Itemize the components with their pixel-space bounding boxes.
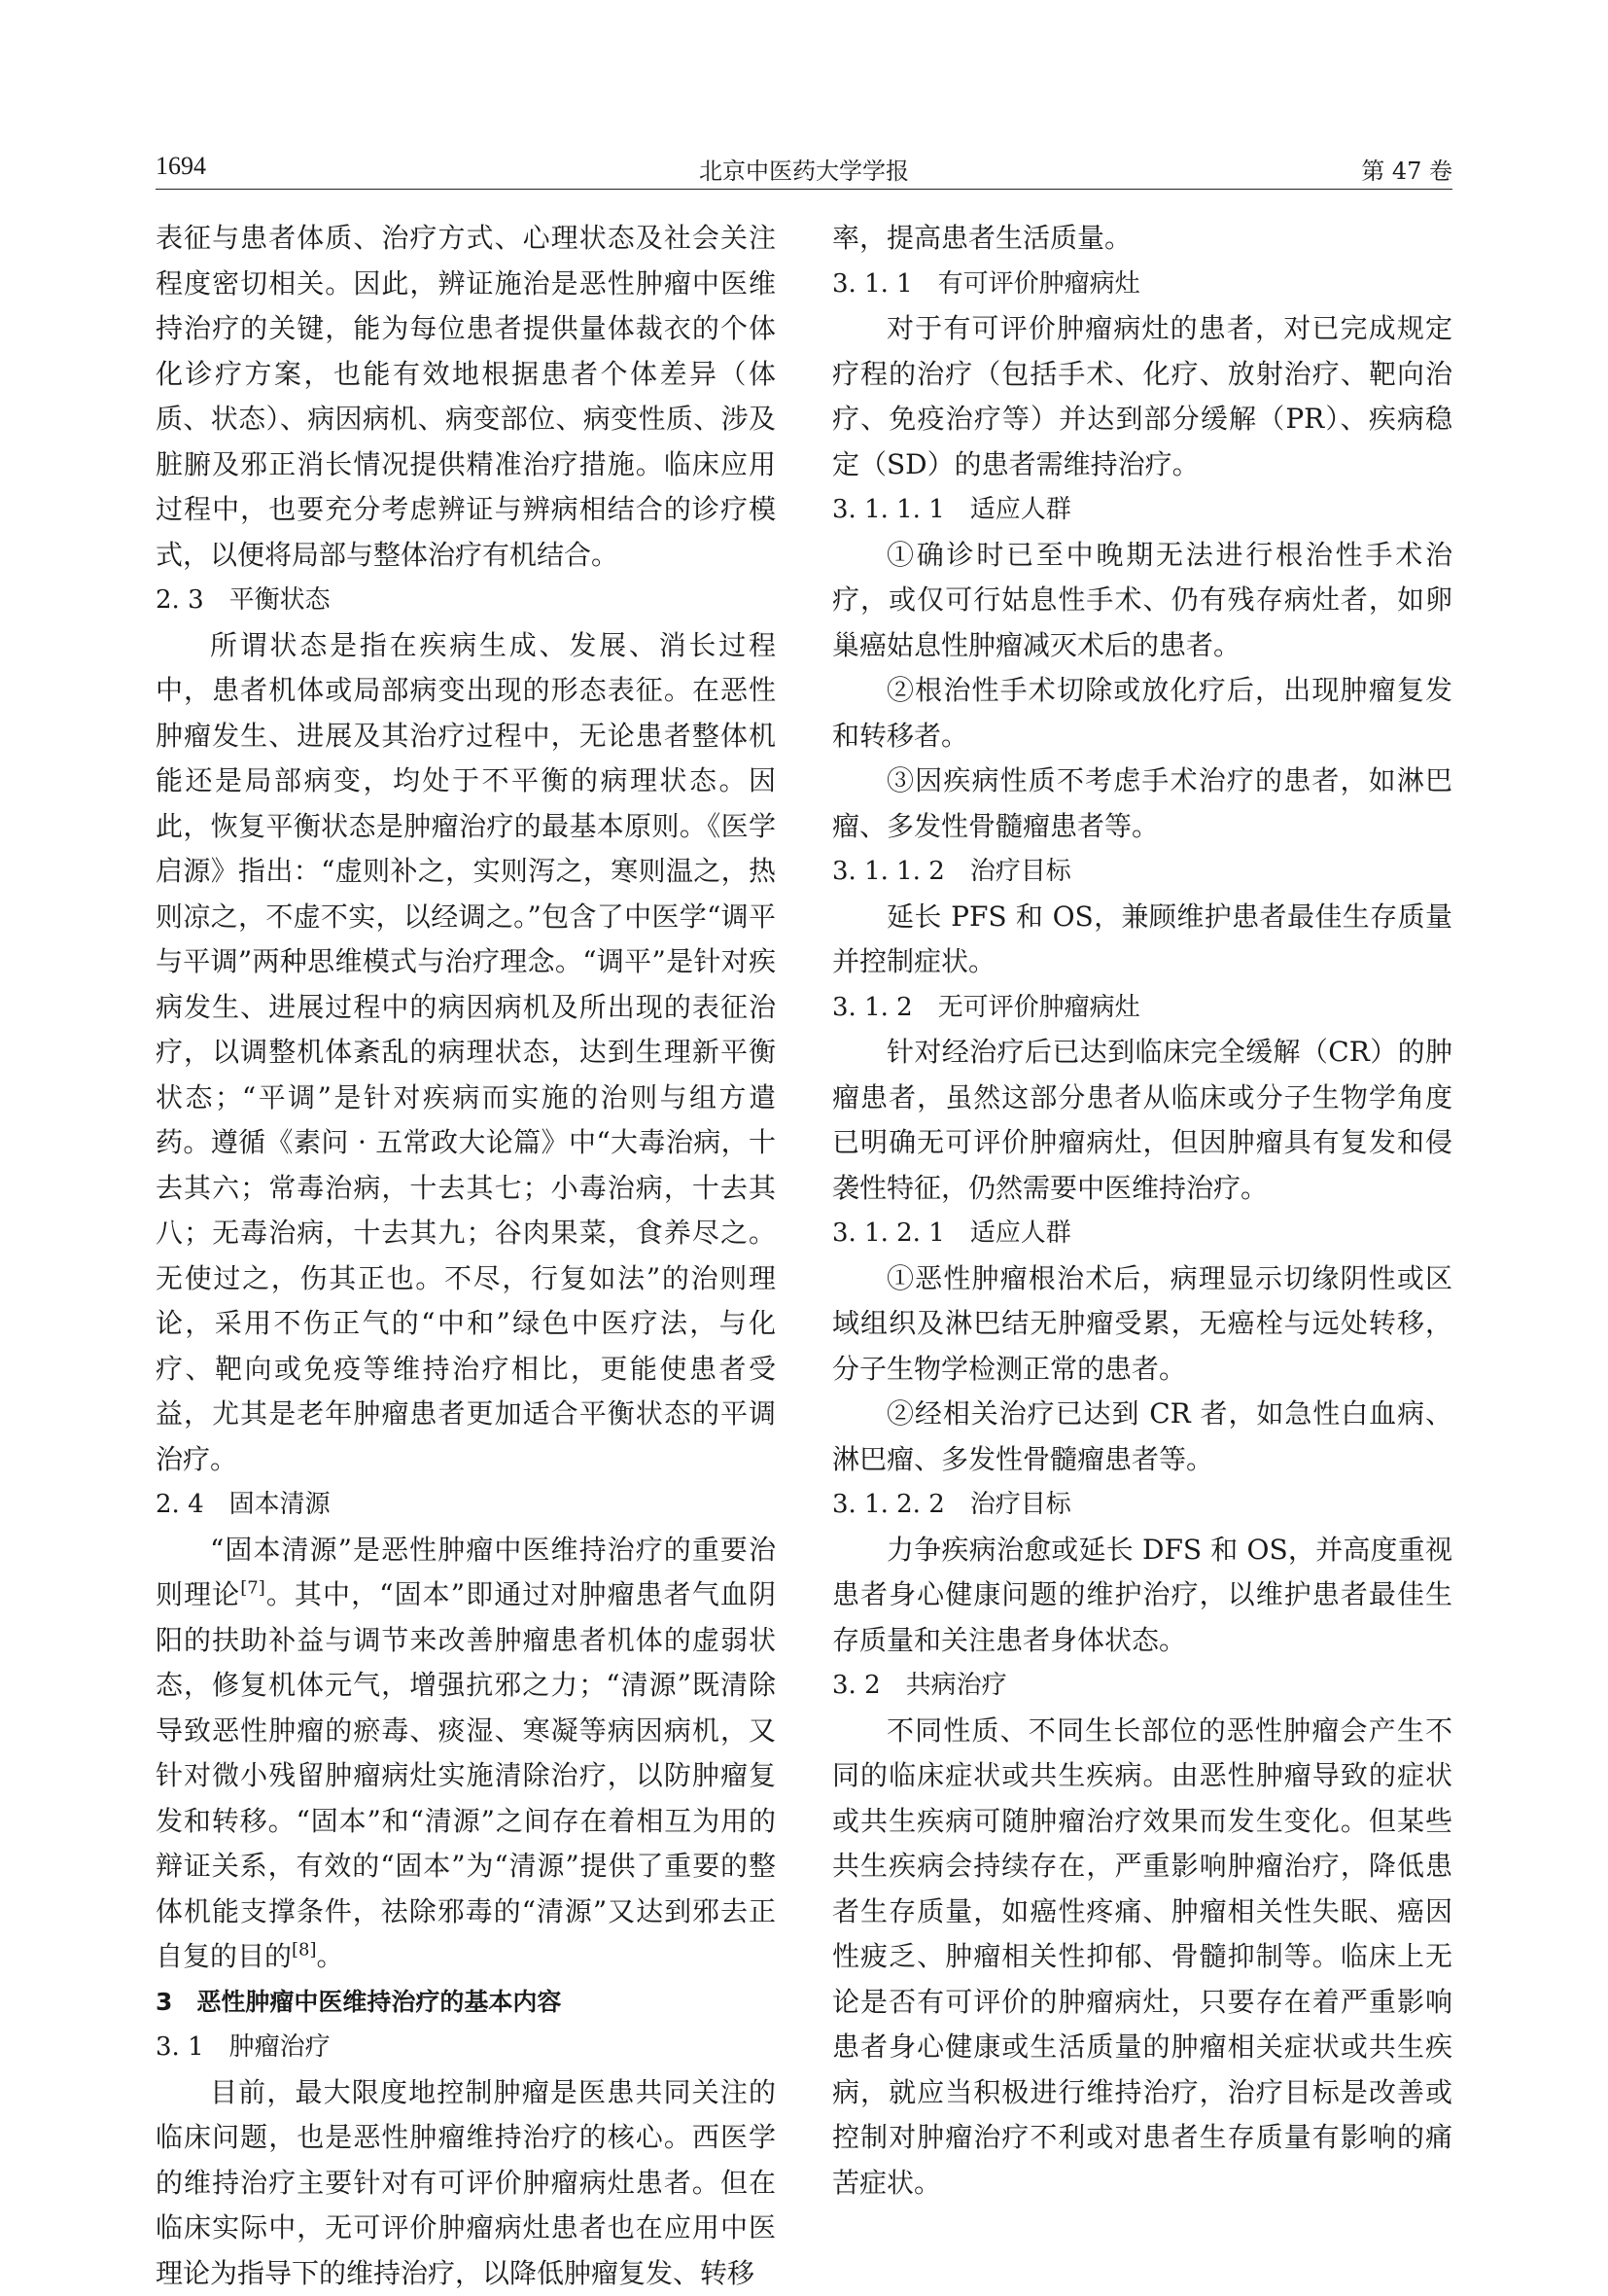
paragraph: 针对经治疗后已达到临床完全缓解（CR）的肿瘤患者，虽然这部分患者从临床或分子生物学角度已明确无可评价肿瘤病灶，但因肿瘤具有复发和侵袭性特征，仍然需要中医维持治疗。 bbox=[832, 1030, 1452, 1211]
paragraph-text: 。其中，“固本”即通过对肿瘤患者气血阴阳的扶助补益与调节来改善肿瘤患者机体的虚弱状态，修复机体元气，增强抗邪之力；“清源”既清除导致恶性肿瘤的瘀毒、痰湿、寒凝等病因病机，又针对微小残留肿瘤病灶实施清除治疗，以防肿瘤复发和转移。“固本”和“清源”之间存在着相互为用的辩证关系，有效的“固本”为“清源”提供了重要的整体机能支撑条件，祛除邪毒的“清源”又达到邪去正自复的目的 bbox=[156, 1578, 776, 1972]
section-heading-2-4: 2. 4 固本清源 bbox=[156, 1482, 776, 1528]
section-heading-3: 3 恶性肿瘤中医维持治疗的基本内容 bbox=[156, 1980, 776, 2026]
paragraph: ②根治性手术切除或放化疗后，出现肿瘤复发和转移者。 bbox=[832, 668, 1452, 759]
section-heading-2-3: 2. 3 平衡状态 bbox=[156, 578, 776, 623]
paragraph: 率，提高患者生活质量。 bbox=[832, 216, 1452, 262]
section-heading-3-1: 3. 1 肿瘤治疗 bbox=[156, 2025, 776, 2070]
section-heading-3-1-1-1: 3. 1. 1. 1 适应人群 bbox=[832, 487, 1452, 533]
paragraph: ①恶性肿瘤根治术后，病理显示切缘阴性或区域组织及淋巴结无肿瘤受累，无癌栓与远处转移，分子生物学检测正常的患者。 bbox=[832, 1256, 1452, 1393]
paragraph-with-citations bbox=[156, 1528, 776, 1980]
paragraph: ③因疾病性质不考虑手术治疗的患者，如淋巴瘤、多发性骨髓瘤患者等。 bbox=[832, 759, 1452, 849]
paragraph: 力争疾病治愈或延长 DFS 和 OS，并高度重视患者身心健康问题的维护治疗，以维护患者最佳生存质量和关注患者身体状态。 bbox=[832, 1528, 1452, 1664]
volume-label: 第 47 卷 bbox=[1361, 152, 1452, 186]
section-heading-3-1-1-2: 3. 1. 1. 2 治疗目标 bbox=[832, 849, 1452, 895]
paragraph-text: 。 bbox=[317, 1940, 344, 1972]
paragraph: 所谓状态是指在疾病生成、发展、消长过程中，患者机体或局部病变出现的形态表征。在恶性肿瘤发生、进展及其治疗过程中，无论患者整体机能还是局部病变，均处于不平衡的病理状态。因此，恢复平衡状态是肿瘤治疗的最基本原则。《医学启源》指出：“虚则补之，实则泻之，寒则温之，热则凉之，不虚不实，以经调之。”包含了中医学“调平与平调”两种思维模式与治疗理念。“调平”是针对疾病发生、进展过程中的病因病机及所出现的表征治疗，以调整机体紊乱的病理状态，达到生理新平衡状态；“平调”是针对疾病而实施的治则与组方遣药。遵循《素问 · 五常政大论篇》中“大毒治病，十去其六；常毒治病，十去其七；小毒治病，十去其八；无毒治病，十去其九；谷肉果菜，食养尽之。无使过之，伤其正也。不尽，行复如法”的治则理论，采用不伤正气的“中和”绿色中医疗法，与化疗、靶向或免疫等维持治疗相比，更能使患者受益，尤其是老年肿瘤患者更加适合平衡状态的平调治疗。 bbox=[156, 623, 776, 1483]
paragraph: 表征与患者体质、治疗方式、心理状态及社会关注程度密切相关。因此，辨证施治是恶性肿瘤中医维持治疗的关键，能为每位患者提供量体裁衣的个体化诊疗方案，也能有效地根据患者个体差异（体质、状态）、病因病机、病变部位、病变性质、涉及脏腑及邪正消长情况提供精准治疗措施。临床应用过程中，也要充分考虑辨证与辨病相结合的诊疗模式，以便将局部与整体治疗有机结合。 bbox=[156, 216, 776, 578]
section-heading-3-1-1: 3. 1. 1 有可评价肿瘤病灶 bbox=[832, 262, 1452, 307]
journal-title: 北京中医药大学学报 bbox=[156, 152, 1452, 186]
paragraph: 不同性质、不同生长部位的恶性肿瘤会产生不同的临床症状或共生疾病。由恶性肿瘤导致的症状或共生疾病可随肿瘤治疗效果而发生变化。但某些共生疾病会持续存在，严重影响肿瘤治疗，降低患者生存质量，如癌性疼痛、肿瘤相关性失眠、癌因性疲乏、肿瘤相关性抑郁、骨髓抑制等。临床上无论是否有可评价的肿瘤病灶，只要存在着严重影响患者身心健康或生活质量的肿瘤相关症状或共生疾病，就应当积极进行维持治疗，治疗目标是改善或控制对肿瘤治疗不利或对患者生存质量有影响的痛苦症状。 bbox=[832, 1709, 1452, 2207]
section-heading-3-2: 3. 2 共病治疗 bbox=[832, 1663, 1452, 1709]
page-number: 1694 bbox=[156, 152, 206, 181]
paragraph: 目前，最大限度地控制肿瘤是医患共同关注的临床问题，也是恶性肿瘤维持治疗的核心。西医学的维持治疗主要针对有可评价肿瘤病灶患者。但在临床实际中，无可评价肿瘤病灶患者也在应用中医理论为指导下的维持治疗，以降低肿瘤复发、转移 bbox=[156, 2070, 776, 2296]
section-heading-3-1-2-1: 3. 1. 2. 1 适应人群 bbox=[832, 1211, 1452, 1256]
paragraph: ②经相关治疗已达到 CR 者，如急性白血病、淋巴瘤、多发性骨髓瘤患者等。 bbox=[832, 1392, 1452, 1482]
paragraph: 延长 PFS 和 OS，兼顾维护患者最佳生存质量并控制症状。 bbox=[832, 895, 1452, 985]
citation-8: [8] bbox=[292, 1940, 317, 1960]
running-header bbox=[156, 146, 1452, 190]
right-column bbox=[832, 216, 1452, 2206]
citation-7: [7] bbox=[240, 1578, 265, 1599]
paragraph-text: “固本清源”是恶性肿瘤中医维持治疗的重要治则理论 bbox=[156, 1534, 776, 1611]
left-column bbox=[156, 216, 776, 2296]
paragraph: 对于有可评价肿瘤病灶的患者，对已完成规定疗程的治疗（包括手术、化疗、放射治疗、靶向治疗、免疫治疗等）并达到部分缓解（PR）、疾病稳定（SD）的患者需维持治疗。 bbox=[832, 306, 1452, 487]
section-heading-3-1-2-2: 3. 1. 2. 2 治疗目标 bbox=[832, 1482, 1452, 1528]
section-heading-3-1-2: 3. 1. 2 无可评价肿瘤病灶 bbox=[832, 985, 1452, 1031]
paragraph: ①确诊时已至中晚期无法进行根治性手术治疗，或仅可行姑息性手术、仍有残存病灶者，如卵巢癌姑息性肿瘤减灭术后的患者。 bbox=[832, 533, 1452, 669]
